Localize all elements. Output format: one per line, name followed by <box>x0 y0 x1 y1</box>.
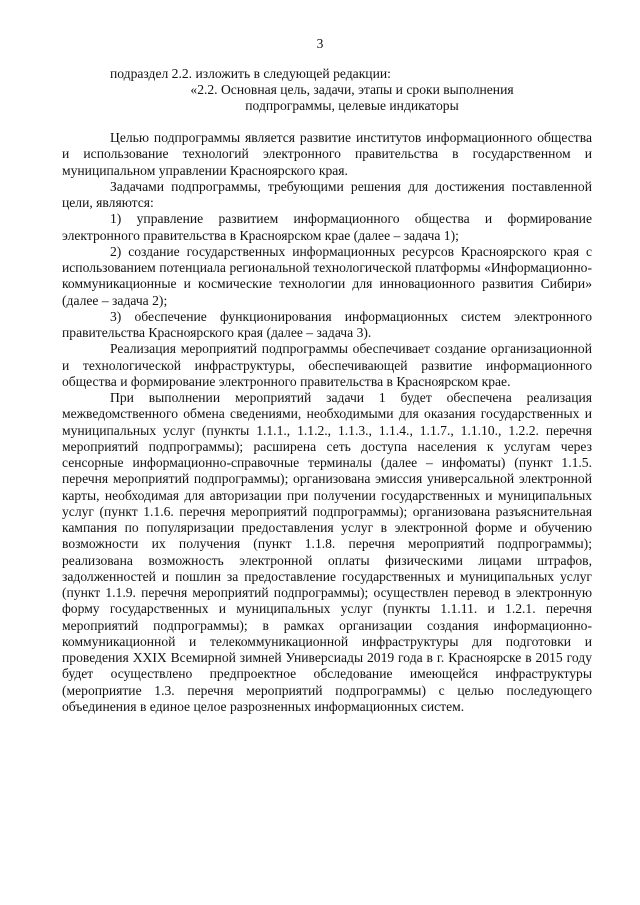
section-heading-line-2: подпрограммы, целевые индикаторы <box>245 98 459 114</box>
document-body <box>62 130 592 715</box>
paragraph-tasks-intro: Задачами подпрограммы, требующими решения для достижения поставленной цели, являются: <box>62 178 592 210</box>
intro-line: подраздел 2.2. изложить в следующей редакции: <box>110 66 391 81</box>
paragraph-goal: Целью подпрограммы является развитие институтов информационного общества и использование технологий электронного правительства в государственном и муниципальном управлении Красноярского края. <box>62 130 592 178</box>
section-heading-line-1: «2.2. Основная цель, задачи, этапы и сроки выполнения <box>190 82 514 97</box>
paragraph-task-3: 3) обеспечение функционирования информационных систем электронного правительства Красноярского края (далее – задача 3). <box>62 308 592 340</box>
paragraph-task-1: 1) управление развитием информационного общества и формирование электронного правительства в Красноярском крае (далее – задача 1); <box>62 211 592 243</box>
page-number: 3 <box>316 36 324 51</box>
section-heading <box>62 82 592 115</box>
paragraph-task-1-details: При выполнении мероприятий задачи 1 будет обеспечена реализация межведомственного обмена сведениями, необходимыми для оказания государственных и муниципальных услуг (пункты 1.1.1., 1.1.2., 1.1.3., 1.1.4., 1.1.7., 1.1.10., 1.2.2. перечня мероприятий подпрограммы); расширена сеть доступа населения к услугам через сенсорные информационно-справочные терминалы (далее – инфоматы) (пункт 1.1.5. перечня мероприятий подпрограммы); организована эмиссия универсальной электронной карты, необходимая для авторизации при получении государственных и муниципальных услуг (пункт 1.1.6. перечня мероприятий подпрограммы); организована разъяснительная кампания по популяризации предоставления услуг в электронной форме и обучению возможности их получения (пункт 1.1.8. перечня мероприятий подпрограммы); реализована возможность электронной оплаты физическими лицами штрафов, задолженностей и пошлин за предоставление государственных и муниципальных услуг (пункт 1.1.9. перечня мероприятий подпрограммы); осуществлен перевод в электронную форму государственных и муниципальных услуг (пункты 1.1.11. и 1.2.1. перечня мероприятий подпрограммы); в рамках организации создания информационно-коммуникационной и телекоммуникационной инфраструктуры для подготовки и проведения XXIX Всемирной зимней Универсиады 2019 года в г. Красноярске в 2015 году будет осуществлено предпроектное обследование имеющейся инфраструктуры (мероприятие 1.3. перечня мероприятий подпрограммы) с целью последующего объединения в единое целое разрозненных информационных систем. <box>62 390 592 714</box>
paragraph-implementation: Реализация мероприятий подпрограммы обеспечивает создание организационной и технологической инфраструктуры, обеспечивающей развитие информационного общества и формирование электронного правительства в Красноярском крае. <box>62 341 592 389</box>
paragraph-task-2: 2) создание государственных информационных ресурсов Красноярского края с использованием потенциала региональной технологической платформы «Информационно-коммуникационные и космические технологии для инновационного развития Сибири» (далее – задача 2); <box>62 243 592 308</box>
